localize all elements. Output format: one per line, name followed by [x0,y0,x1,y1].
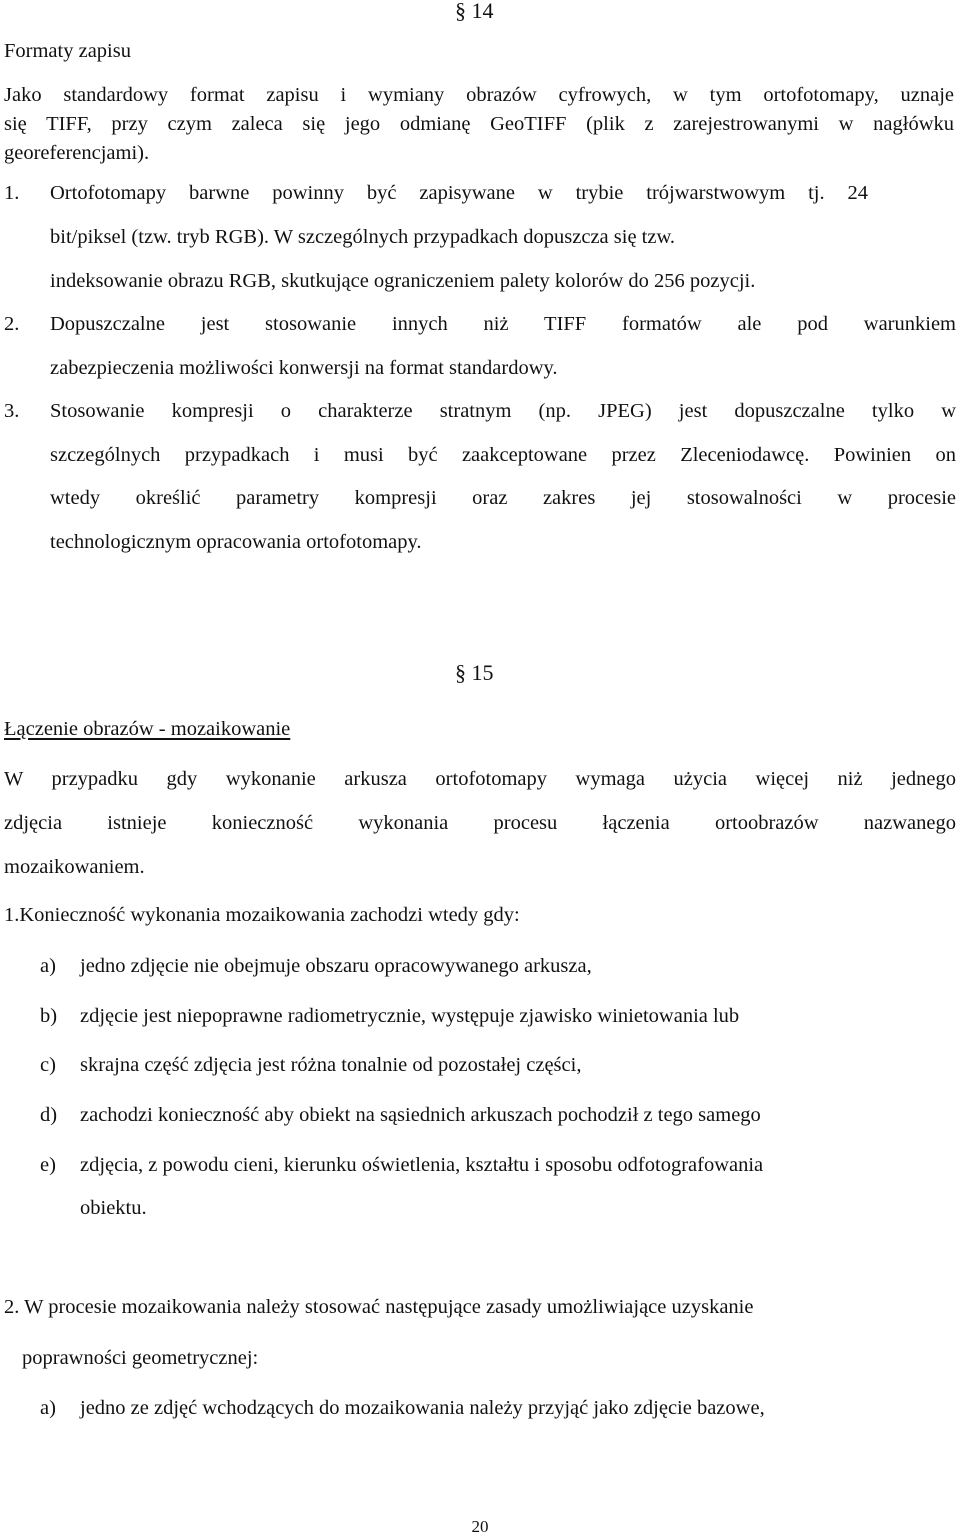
list-item-number: 1. [4,182,20,204]
point-2-line: poprawności geometrycznej: [22,1347,259,1369]
point-2-line: 2. W procesie mozaikowania należy stosować następujące zasady umożliwiające uzyskanie [4,1296,754,1318]
list-item-line: Dopuszczalne jest stosowanie innych niż TIFF formatów ale pod warunkiem [50,313,956,335]
section-15-intro-line: zdjęcia istnieje konieczność wykonania procesu łączenia ortoobrazów nazwanego [4,812,956,834]
list-item-line: zdjęcia, z powodu cieni, kierunku oświetlenia, kształtu i sposobu odfotografowania [80,1154,764,1176]
list-item-number: 3. [4,400,20,422]
section-14-title: Formaty zapisu [4,40,131,62]
list-item-line: technologicznym opracowania ortofotomapy. [50,531,422,553]
list-item-line: szczególnych przypadkach i musi być zaakceptowane przez Zleceniodawcę. Powinien on [50,444,956,466]
section-15-mark: § 15 [455,660,494,685]
list-item-line: zabezpieczenia możliwości konwersji na format standardowy. [50,357,558,379]
list-item-letter: a) [40,955,56,977]
list-item-letter: e) [40,1154,56,1176]
list-item-letter: b) [40,1005,58,1027]
section-15-intro-line: W przypadku gdy wykonanie arkusza ortofotomapy wymaga użycia więcej niż jednego [4,768,956,790]
list-item-line: Ortofotomapy barwne powinny być zapisywane w trybie trójwarstwowym tj. 24 [50,182,868,204]
point-1-label: 1.Konieczność wykonania mozaikowania zachodzi wtedy gdy: [4,904,520,926]
list-item-letter: c) [40,1054,56,1076]
list-item-line: jedno ze zdjęć wchodzących do mozaikowania należy przyjąć jako zdjęcie bazowe, [80,1397,765,1419]
list-item-letter: a) [40,1397,56,1419]
list-item-line: skrajna część zdjęcia jest różna tonalnie od pozostałej części, [80,1054,582,1076]
section-14-intro-line-2: się TIFF, przy czym zaleca się jego odmianę GeoTIFF (plik z zarejestrowanymi w nagłówku [4,113,954,135]
list-item-line: jedno zdjęcie nie obejmuje obszaru opracowywanego arkusza, [80,955,592,977]
list-item-line: zdjęcie jest niepoprawne radiometrycznie, występuje zjawisko winietowania lub [80,1005,740,1027]
list-item-letter: d) [40,1104,58,1126]
section-14-intro-line-3: georeferencjami). [4,142,150,164]
list-item-line: indeksowanie obrazu RGB, skutkujące ograniczeniem palety kolorów do 256 pozycji. [50,270,756,292]
list-item-line: bit/piksel (tzw. tryb RGB). W szczególnych przypadkach dopuszcza się tzw. [50,226,676,248]
section-14-mark: § 14 [455,0,494,23]
list-item-line: Stosowanie kompresji o charakterze stratnym (np. JPEG) jest dopuszczalne tylko w [50,400,956,422]
page-number: 20 [471,1517,489,1536]
section-14-intro-line-1: Jako standardowy format zapisu i wymiany obrazów cyfrowych, w tym ortofotomapy, uznaje [4,84,954,106]
list-item-line: zachodzi konieczność aby obiekt na sąsiednich arkuszach pochodził z tego samego [80,1104,761,1126]
list-item-line: wtedy określić parametry kompresji oraz zakres jej stosowalności w procesie [50,487,956,509]
list-item-number: 2. [4,313,20,335]
section-15-title: Łączenie obrazów - mozaikowanie [4,718,291,740]
list-item-line: obiektu. [80,1197,147,1219]
section-15-intro-line: mozaikowaniem. [4,856,145,878]
